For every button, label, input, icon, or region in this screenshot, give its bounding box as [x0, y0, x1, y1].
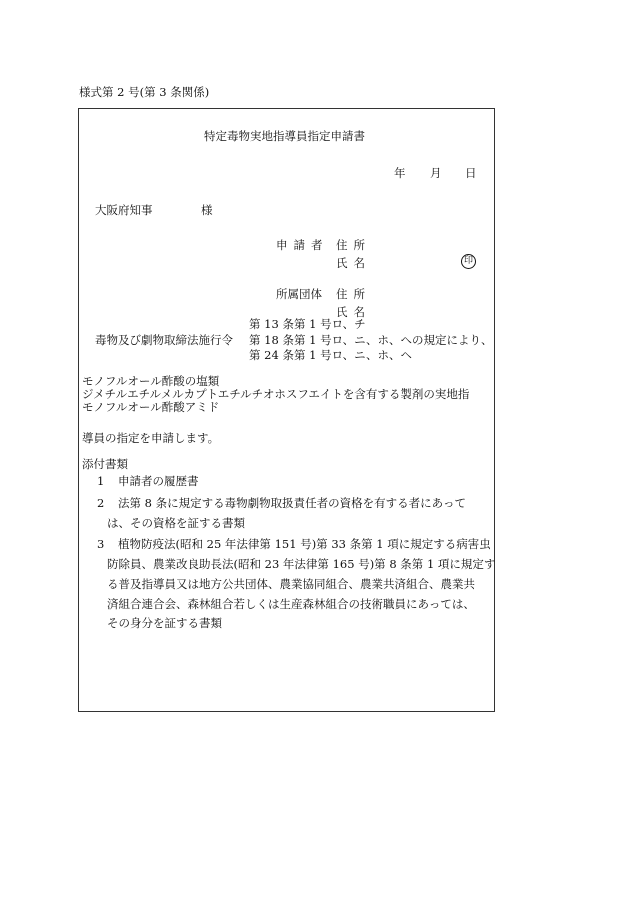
date-year-label: 年 [394, 166, 406, 180]
organization-address-label: 住所 [336, 287, 371, 301]
addressee-name: 大阪府知事 [95, 203, 153, 217]
date-day-label: 日 [465, 166, 477, 180]
addressee-honorific: 様 [201, 203, 213, 217]
attachment-text-line: 植物防疫法(昭和 25 年法律第 151 号)第 33 条第 1 項に規定する病害虫 [118, 537, 491, 551]
law-article-line: 第 24 条第 1 号ロ、ニ、ホ、ヘ [249, 348, 412, 362]
attachment-text-line: る普及指導員又は地方公共団体、農業協同組合、農業共済組合、農業共 [107, 577, 475, 591]
attachment-text-line: 法第 8 条に規定する毒物劇物取扱責任者の資格を有する者にあって [118, 496, 467, 510]
applicant-address-label: 住所 [336, 238, 371, 252]
attachment-number: 1 [97, 474, 105, 488]
request-statement: 導員の指定を申請します。 [82, 431, 220, 445]
attachment-text-line: 防除員、農業改良助長法(昭和 23 年法律第 165 号)第 8 条第 1 項に規定す [107, 557, 496, 571]
law-article-line: 第 13 条第 1 号ロ、チ [249, 317, 366, 331]
organization-label: 所属団体 [276, 287, 322, 301]
applicant-name-label: 氏名 [336, 256, 371, 270]
date-month-label: 月 [430, 166, 442, 180]
law-name: 毒物及び劇物取締法施行令 [95, 333, 233, 347]
seal-mark: 印 [461, 254, 476, 269]
applicant-label: 申請者 [276, 238, 329, 252]
attachments-heading: 添付書類 [82, 457, 128, 471]
substance-line: モノフルオール酢酸アミド [82, 400, 220, 414]
substance-line: モノフルオール酢酸の塩類 [82, 374, 220, 388]
substance-line: ジメチルエチルメルカプトエチルチオホスフエイトを含有する製剤の実地指 [82, 387, 470, 401]
attachment-number: 2 [97, 496, 105, 510]
attachment-text-line: その身分を証する書類 [107, 616, 222, 630]
attachment-number: 3 [97, 537, 105, 551]
law-article-line: 第 18 条第 1 号ロ、ニ、ホ、への規定により、 [249, 333, 493, 347]
organization-name-label: 氏名 [336, 305, 371, 319]
attachment-text-line: は、その資格を証する書類 [107, 516, 245, 530]
attachment-text-line: 済組合連合会、森林組合若しくは生産森林組合の技術職員にあっては、 [107, 597, 475, 611]
attachment-text-line: 申請者の履歴書 [118, 474, 199, 488]
form-number-caption: 様式第 2 号(第 3 条関係) [79, 85, 210, 99]
document-title: 特定毒物実地指導員指定申請書 [204, 129, 365, 143]
